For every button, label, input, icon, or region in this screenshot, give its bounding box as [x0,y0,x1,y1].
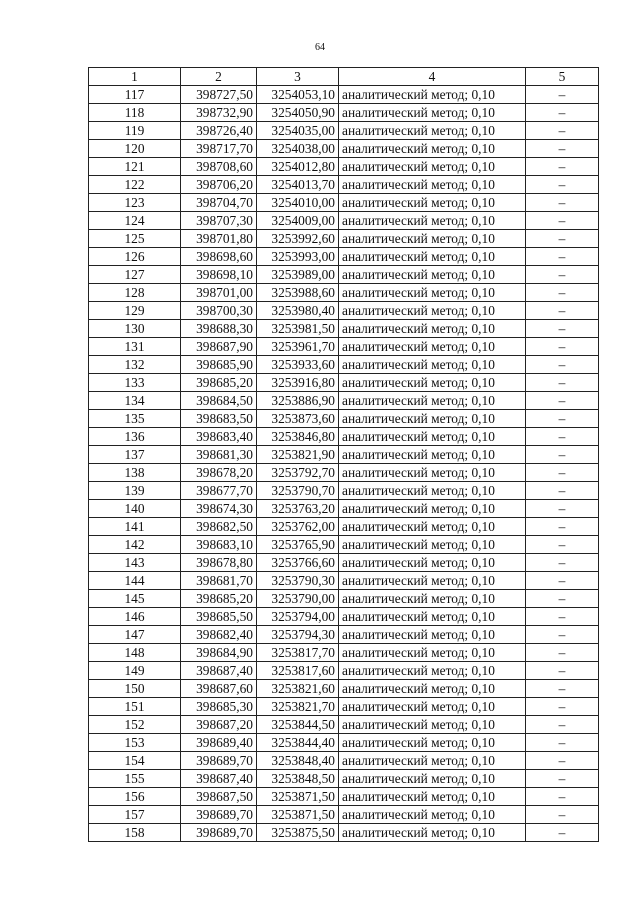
table-row [89,356,599,374]
column-header-3: 3 [257,68,339,86]
method-accuracy-cell: аналитический метод; 0,10 [339,554,526,572]
method-accuracy-cell: аналитический метод; 0,10 [339,428,526,446]
y-coordinate-cell: 3253961,70 [257,338,339,356]
table-row [89,428,599,446]
point-number-cell: 152 [89,716,181,734]
dash-cell: – [526,590,599,608]
point-number-cell: 121 [89,158,181,176]
x-coordinate-cell: 398687,60 [181,680,257,698]
point-number-cell: 151 [89,698,181,716]
y-coordinate-cell: 3253762,00 [257,518,339,536]
x-coordinate-cell: 398683,50 [181,410,257,428]
y-coordinate-cell: 3253993,00 [257,248,339,266]
table-row [89,266,599,284]
dash-cell: – [526,230,599,248]
x-coordinate-cell: 398683,40 [181,428,257,446]
dash-cell: – [526,284,599,302]
point-number-cell: 147 [89,626,181,644]
x-coordinate-cell: 398674,30 [181,500,257,518]
method-accuracy-cell: аналитический метод; 0,10 [339,446,526,464]
dash-cell: – [526,194,599,212]
dash-cell: – [526,248,599,266]
dash-cell: – [526,608,599,626]
x-coordinate-cell: 398688,30 [181,320,257,338]
method-accuracy-cell: аналитический метод; 0,10 [339,824,526,842]
method-accuracy-cell: аналитический метод; 0,10 [339,176,526,194]
point-number-cell: 144 [89,572,181,590]
table-row [89,464,599,482]
y-coordinate-cell: 3253988,60 [257,284,339,302]
table-row [89,302,599,320]
method-accuracy-cell: аналитический метод; 0,10 [339,158,526,176]
y-coordinate-cell: 3253821,70 [257,698,339,716]
table-row [89,374,599,392]
x-coordinate-cell: 398681,70 [181,572,257,590]
y-coordinate-cell: 3253980,40 [257,302,339,320]
dash-cell: – [526,536,599,554]
dash-cell: – [526,752,599,770]
point-number-cell: 122 [89,176,181,194]
y-coordinate-cell: 3253821,60 [257,680,339,698]
point-number-cell: 133 [89,374,181,392]
x-coordinate-cell: 398707,30 [181,212,257,230]
method-accuracy-cell: аналитический метод; 0,10 [339,644,526,662]
column-header-2: 2 [181,68,257,86]
dash-cell: – [526,428,599,446]
x-coordinate-cell: 398701,00 [181,284,257,302]
point-number-cell: 137 [89,446,181,464]
table-row [89,752,599,770]
dash-cell: – [526,374,599,392]
point-number-cell: 136 [89,428,181,446]
table-row [89,824,599,842]
x-coordinate-cell: 398685,90 [181,356,257,374]
table-row [89,608,599,626]
point-number-cell: 131 [89,338,181,356]
y-coordinate-cell: 3253790,70 [257,482,339,500]
dash-cell: – [526,482,599,500]
method-accuracy-cell: аналитический метод; 0,10 [339,752,526,770]
table-row [89,410,599,428]
x-coordinate-cell: 398732,90 [181,104,257,122]
method-accuracy-cell: аналитический метод; 0,10 [339,410,526,428]
table-row [89,176,599,194]
point-number-cell: 156 [89,788,181,806]
y-coordinate-cell: 3254010,00 [257,194,339,212]
table-row [89,698,599,716]
dash-cell: – [526,788,599,806]
y-coordinate-cell: 3253790,00 [257,590,339,608]
table-row [89,212,599,230]
x-coordinate-cell: 398685,50 [181,608,257,626]
y-coordinate-cell: 3254013,70 [257,176,339,194]
table-row [89,158,599,176]
y-coordinate-cell: 3254038,00 [257,140,339,158]
point-number-cell: 141 [89,518,181,536]
point-number-cell: 123 [89,194,181,212]
table-body [89,86,599,842]
y-coordinate-cell: 3253821,90 [257,446,339,464]
dash-cell: – [526,302,599,320]
y-coordinate-cell: 3253766,60 [257,554,339,572]
method-accuracy-cell: аналитический метод; 0,10 [339,590,526,608]
y-coordinate-cell: 3254012,80 [257,158,339,176]
dash-cell: – [526,554,599,572]
x-coordinate-cell: 398698,60 [181,248,257,266]
column-header-5: 5 [526,68,599,86]
y-coordinate-cell: 3254053,10 [257,86,339,104]
x-coordinate-cell: 398685,30 [181,698,257,716]
dash-cell: – [526,446,599,464]
y-coordinate-cell: 3253992,60 [257,230,339,248]
table-row [89,230,599,248]
method-accuracy-cell: аналитический метод; 0,10 [339,302,526,320]
dash-cell: – [526,806,599,824]
method-accuracy-cell: аналитический метод; 0,10 [339,248,526,266]
point-number-cell: 117 [89,86,181,104]
dash-cell: – [526,104,599,122]
dash-cell: – [526,140,599,158]
table-row [89,500,599,518]
point-number-cell: 129 [89,302,181,320]
table-row [89,446,599,464]
y-coordinate-cell: 3253763,20 [257,500,339,518]
dash-cell: – [526,626,599,644]
dash-cell: – [526,122,599,140]
y-coordinate-cell: 3253844,50 [257,716,339,734]
dash-cell: – [526,572,599,590]
y-coordinate-cell: 3253792,70 [257,464,339,482]
point-number-cell: 134 [89,392,181,410]
y-coordinate-cell: 3253886,90 [257,392,339,410]
point-number-cell: 124 [89,212,181,230]
point-number-cell: 140 [89,500,181,518]
method-accuracy-cell: аналитический метод; 0,10 [339,86,526,104]
method-accuracy-cell: аналитический метод; 0,10 [339,338,526,356]
method-accuracy-cell: аналитический метод; 0,10 [339,662,526,680]
x-coordinate-cell: 398683,10 [181,536,257,554]
table-row [89,590,599,608]
table-row [89,140,599,158]
table-row [89,518,599,536]
method-accuracy-cell: аналитический метод; 0,10 [339,698,526,716]
point-number-cell: 158 [89,824,181,842]
method-accuracy-cell: аналитический метод; 0,10 [339,266,526,284]
dash-cell: – [526,770,599,788]
method-accuracy-cell: аналитический метод; 0,10 [339,518,526,536]
point-number-cell: 125 [89,230,181,248]
y-coordinate-cell: 3253846,80 [257,428,339,446]
x-coordinate-cell: 398678,80 [181,554,257,572]
y-coordinate-cell: 3253844,40 [257,734,339,752]
x-coordinate-cell: 398685,20 [181,374,257,392]
table-row [89,194,599,212]
y-coordinate-cell: 3253981,50 [257,320,339,338]
method-accuracy-cell: аналитический метод; 0,10 [339,464,526,482]
x-coordinate-cell: 398682,50 [181,518,257,536]
x-coordinate-cell: 398698,10 [181,266,257,284]
x-coordinate-cell: 398678,20 [181,464,257,482]
point-number-cell: 119 [89,122,181,140]
table-row [89,734,599,752]
x-coordinate-cell: 398708,60 [181,158,257,176]
x-coordinate-cell: 398726,40 [181,122,257,140]
method-accuracy-cell: аналитический метод; 0,10 [339,122,526,140]
table-row [89,86,599,104]
dash-cell: – [526,86,599,104]
point-number-cell: 155 [89,770,181,788]
point-number-cell: 142 [89,536,181,554]
dash-cell: – [526,734,599,752]
table-row [89,536,599,554]
x-coordinate-cell: 398684,90 [181,644,257,662]
dash-cell: – [526,356,599,374]
method-accuracy-cell: аналитический метод; 0,10 [339,482,526,500]
x-coordinate-cell: 398689,70 [181,824,257,842]
method-accuracy-cell: аналитический метод; 0,10 [339,374,526,392]
y-coordinate-cell: 3253916,80 [257,374,339,392]
x-coordinate-cell: 398727,50 [181,86,257,104]
column-header-4: 4 [339,68,526,86]
y-coordinate-cell: 3253989,00 [257,266,339,284]
table-row [89,788,599,806]
point-number-cell: 153 [89,734,181,752]
dash-cell: – [526,824,599,842]
coordinates-table [88,67,599,842]
point-number-cell: 148 [89,644,181,662]
table-row [89,284,599,302]
x-coordinate-cell: 398681,30 [181,446,257,464]
x-coordinate-cell: 398687,20 [181,716,257,734]
dash-cell: – [526,662,599,680]
x-coordinate-cell: 398677,70 [181,482,257,500]
method-accuracy-cell: аналитический метод; 0,10 [339,734,526,752]
method-accuracy-cell: аналитический метод; 0,10 [339,392,526,410]
table-row [89,338,599,356]
y-coordinate-cell: 3253873,60 [257,410,339,428]
dash-cell: – [526,176,599,194]
table-row [89,392,599,410]
x-coordinate-cell: 398717,70 [181,140,257,158]
dash-cell: – [526,644,599,662]
point-number-cell: 120 [89,140,181,158]
dash-cell: – [526,212,599,230]
table-row [89,626,599,644]
method-accuracy-cell: аналитический метод; 0,10 [339,212,526,230]
point-number-cell: 128 [89,284,181,302]
dash-cell: – [526,716,599,734]
table-row [89,320,599,338]
dash-cell: – [526,464,599,482]
x-coordinate-cell: 398700,30 [181,302,257,320]
method-accuracy-cell: аналитический метод; 0,10 [339,194,526,212]
dash-cell: – [526,500,599,518]
x-coordinate-cell: 398689,70 [181,806,257,824]
point-number-cell: 138 [89,464,181,482]
y-coordinate-cell: 3253794,30 [257,626,339,644]
y-coordinate-cell: 3253794,00 [257,608,339,626]
table-row [89,716,599,734]
point-number-cell: 146 [89,608,181,626]
dash-cell: – [526,680,599,698]
table-row [89,662,599,680]
y-coordinate-cell: 3253848,40 [257,752,339,770]
method-accuracy-cell: аналитический метод; 0,10 [339,680,526,698]
method-accuracy-cell: аналитический метод; 0,10 [339,140,526,158]
y-coordinate-cell: 3253817,60 [257,662,339,680]
dash-cell: – [526,410,599,428]
point-number-cell: 145 [89,590,181,608]
table-row [89,770,599,788]
table-row [89,572,599,590]
dash-cell: – [526,158,599,176]
point-number-cell: 150 [89,680,181,698]
x-coordinate-cell: 398689,40 [181,734,257,752]
x-coordinate-cell: 398701,80 [181,230,257,248]
method-accuracy-cell: аналитический метод; 0,10 [339,788,526,806]
table-row [89,248,599,266]
x-coordinate-cell: 398687,90 [181,338,257,356]
method-accuracy-cell: аналитический метод; 0,10 [339,608,526,626]
x-coordinate-cell: 398687,40 [181,662,257,680]
table-row [89,644,599,662]
x-coordinate-cell: 398689,70 [181,752,257,770]
x-coordinate-cell: 398684,50 [181,392,257,410]
point-number-cell: 139 [89,482,181,500]
y-coordinate-cell: 3253765,90 [257,536,339,554]
x-coordinate-cell: 398687,40 [181,770,257,788]
y-coordinate-cell: 3253871,50 [257,806,339,824]
dash-cell: – [526,518,599,536]
table-row [89,554,599,572]
y-coordinate-cell: 3253817,70 [257,644,339,662]
y-coordinate-cell: 3253875,50 [257,824,339,842]
method-accuracy-cell: аналитический метод; 0,10 [339,770,526,788]
point-number-cell: 154 [89,752,181,770]
y-coordinate-cell: 3253848,50 [257,770,339,788]
point-number-cell: 126 [89,248,181,266]
column-header-1: 1 [89,68,181,86]
method-accuracy-cell: аналитический метод; 0,10 [339,104,526,122]
x-coordinate-cell: 398685,20 [181,590,257,608]
y-coordinate-cell: 3253871,50 [257,788,339,806]
method-accuracy-cell: аналитический метод; 0,10 [339,572,526,590]
point-number-cell: 118 [89,104,181,122]
point-number-cell: 143 [89,554,181,572]
x-coordinate-cell: 398706,20 [181,176,257,194]
dash-cell: – [526,698,599,716]
method-accuracy-cell: аналитический метод; 0,10 [339,320,526,338]
method-accuracy-cell: аналитический метод; 0,10 [339,500,526,518]
dash-cell: – [526,320,599,338]
point-number-cell: 157 [89,806,181,824]
table-header-row [89,68,599,86]
point-number-cell: 127 [89,266,181,284]
y-coordinate-cell: 3254035,00 [257,122,339,140]
table-row [89,104,599,122]
dash-cell: – [526,266,599,284]
method-accuracy-cell: аналитический метод; 0,10 [339,716,526,734]
point-number-cell: 130 [89,320,181,338]
point-number-cell: 135 [89,410,181,428]
table-row [89,122,599,140]
y-coordinate-cell: 3254009,00 [257,212,339,230]
table-row [89,482,599,500]
y-coordinate-cell: 3253933,60 [257,356,339,374]
method-accuracy-cell: аналитический метод; 0,10 [339,536,526,554]
method-accuracy-cell: аналитический метод; 0,10 [339,230,526,248]
dash-cell: – [526,338,599,356]
y-coordinate-cell: 3253790,30 [257,572,339,590]
x-coordinate-cell: 398704,70 [181,194,257,212]
x-coordinate-cell: 398682,40 [181,626,257,644]
page-number: 64 [315,42,325,53]
method-accuracy-cell: аналитический метод; 0,10 [339,806,526,824]
x-coordinate-cell: 398687,50 [181,788,257,806]
method-accuracy-cell: аналитический метод; 0,10 [339,284,526,302]
y-coordinate-cell: 3254050,90 [257,104,339,122]
dash-cell: – [526,392,599,410]
method-accuracy-cell: аналитический метод; 0,10 [339,626,526,644]
point-number-cell: 132 [89,356,181,374]
table-row [89,806,599,824]
table-row [89,680,599,698]
point-number-cell: 149 [89,662,181,680]
method-accuracy-cell: аналитический метод; 0,10 [339,356,526,374]
